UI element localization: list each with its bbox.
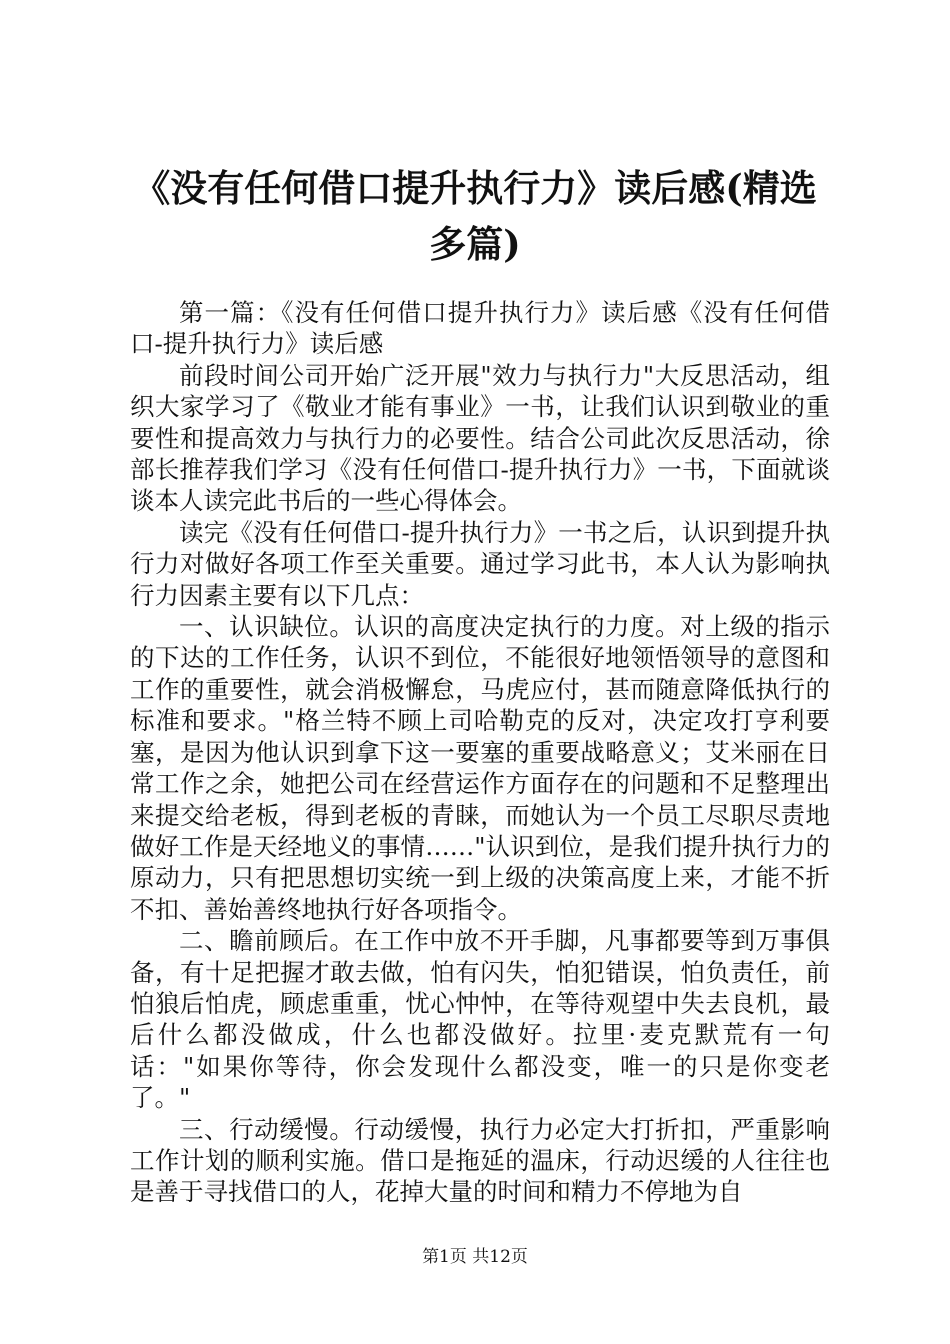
paragraph-5: 二、瞻前顾后。在工作中放不开手脚，凡事都要等到万事俱备，有十足把握才敢去做，怕有闪失，怕犯错误，怕负责任，前怕狼后怕虎，顾虑重重，忧心忡忡，在等待观望中失去良机，最后什么都没做成，什么也都没做好。拉里·麦克默荒有一句话："如果你等待，你会发现什么都没变，唯一的只是你变老了。"	[130, 926, 830, 1113]
paragraph-2: 前段时间公司开始广泛开展"效力与执行力"大反思活动，组织大家学习了《敬业才能有事业》一书，让我们认识到敬业的重要性和提高效力与执行力的必要性。结合公司此次反思活动，徐部长推荐我们学习《没有任何借口-提升执行力》一书，下面就谈谈本人读完此书后的一些心得体会。	[130, 360, 830, 516]
paragraph-4: 一、认识缺位。认识的高度决定执行的力度。对上级的指示的下达的工作任务，认识不到位，不能很好地领悟领导的意图和工作的重要性，就会消极懈怠，马虎应付，甚而随意降低执行的标准和要求。"格兰特不顾上司哈勒克的反对，决定攻打亨利要塞，是因为他认识到拿下这一要塞的重要战略意义；艾米丽在日常工作之余，她把公司在经营运作方面存在的问题和不足整理出来提交给老板，得到老板的青睐，而她认为一个员工尽职尽责地做好工作是天经地义的事情……"认识到位，是我们提升执行力的原动力，只有把思想切实统一到上级的决策高度上来，才能不折不扣、善始善终地执行好各项指令。	[130, 612, 830, 924]
document-title: 《没有任何借口提升执行力》读后感(精选多篇)	[133, 166, 817, 266]
paragraph-6: 三、行动缓慢。行动缓慢，执行力必定大打折扣，严重影响工作计划的顺利实施。借口是拖延的温床，行动迟缓的人往往也是善于寻找借口的人，花掉大量的时间和精力不停地为自	[130, 1114, 830, 1207]
document-body	[130, 297, 830, 1208]
page-footer: 第1页 共12页	[422, 1247, 528, 1267]
paragraph-3: 读完《没有任何借口-提升执行力》一书之后，认识到提升执行力对做好各项工作至关重要。通过学习此书，本人认为影响执行力因素主要有以下几点：	[130, 517, 830, 610]
paragraph-1: 第一篇：《没有任何借口提升执行力》读后感《没有任何借口-提升执行力》读后感	[130, 298, 830, 359]
